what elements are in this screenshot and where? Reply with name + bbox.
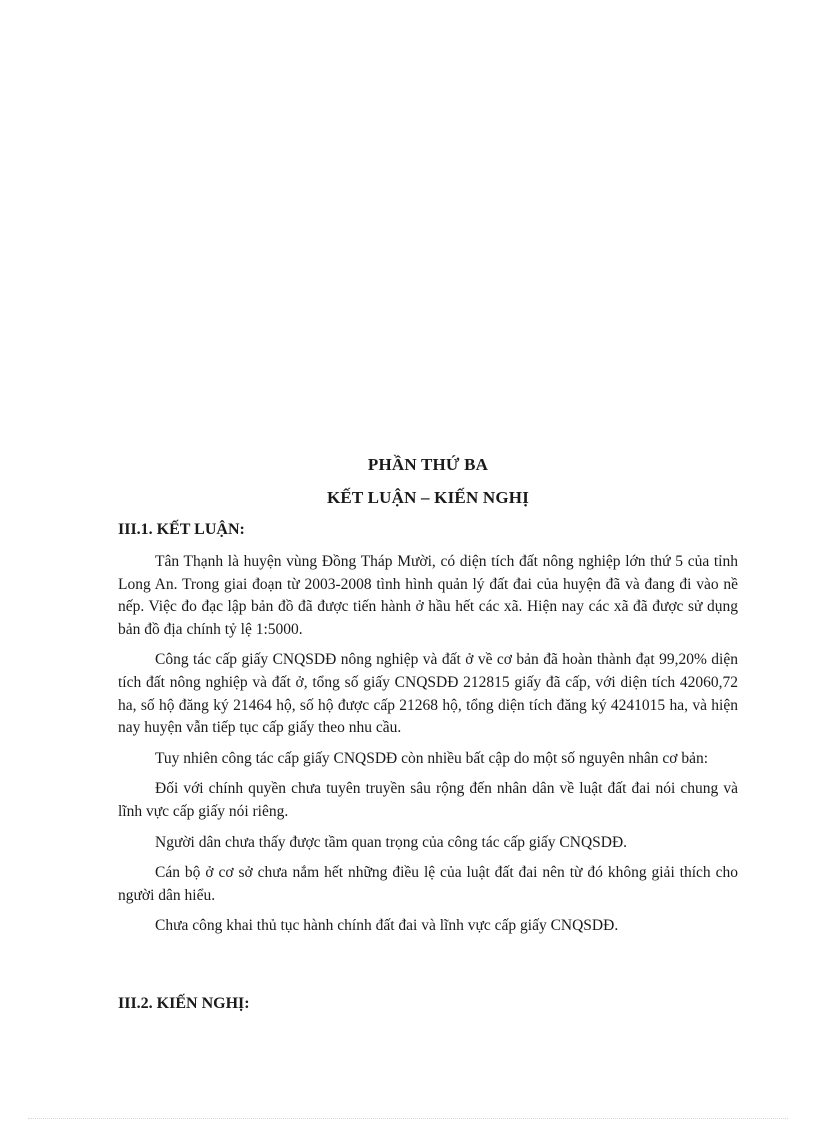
paragraph: Đối với chính quyền chưa tuyên truyền sâu rộng đến nhân dân về luật đất đai nói chung và lĩnh vực cấp giấy nói riêng. bbox=[118, 780, 738, 820]
paragraph: Cán bộ ở cơ sở chưa nắm hết những điều lệ của luật đất đai nên từ đó không giải thích cho người dân hiểu. bbox=[118, 864, 738, 904]
paragraph: Công tác cấp giấy CNQSDĐ nông nghiệp và đất ở về cơ bản đã hoàn thành đạt 99,20% diện tích đất nông nghiệp và đất ở, tổng số giấy CNQSDĐ 212815 giấy đã cấp, với diện tích 42060,72 ha, số hộ đăng ký 21464 hộ, số hộ được cấp 21268 hộ, tổng diện tích đăng ký 4241015 ha, và hiện nay huyện vẫn tiếp tục cấp giấy theo nhu cầu. bbox=[118, 651, 738, 737]
page-bottom-rule bbox=[28, 1118, 788, 1119]
paragraph: Tuy nhiên công tác cấp giấy CNQSDĐ còn nhiều bất cập do một số nguyên nhân cơ bản: bbox=[155, 749, 709, 767]
paragraph: Tân Thạnh là huyện vùng Đồng Tháp Mười, có diện tích đất nông nghiệp lớn thứ 5 của tỉnh Long An. Trong giai đoạn từ 2003-2008 tình hình quản lý đất đai của huyện đã và đang đi vào nề nếp. Việc đo đạc lập bản đồ đã được tiến hành ở hầu hết các xã. Hiện nay các xã đã được sử dụng bản đồ địa chính tỷ lệ 1:5000. bbox=[118, 553, 738, 638]
part-subtitle: KẾT LUẬN – KIẾN NGHỊ bbox=[326, 488, 530, 507]
paragraph: Người dân chưa thấy được tầm quan trọng của công tác cấp giấy CNQSDĐ. bbox=[155, 833, 628, 851]
section-heading-conclusion: III.1. KẾT LUẬN: bbox=[118, 521, 245, 538]
section-heading-recommendation: III.2. KIẾN NGHỊ: bbox=[118, 995, 250, 1012]
part-title: PHẦN THỨ BA bbox=[367, 455, 489, 474]
paragraph: Chưa công khai thủ tục hành chính đất đai và lĩnh vực cấp giấy CNQSDĐ. bbox=[155, 917, 619, 935]
conclusion-body bbox=[118, 551, 738, 946]
